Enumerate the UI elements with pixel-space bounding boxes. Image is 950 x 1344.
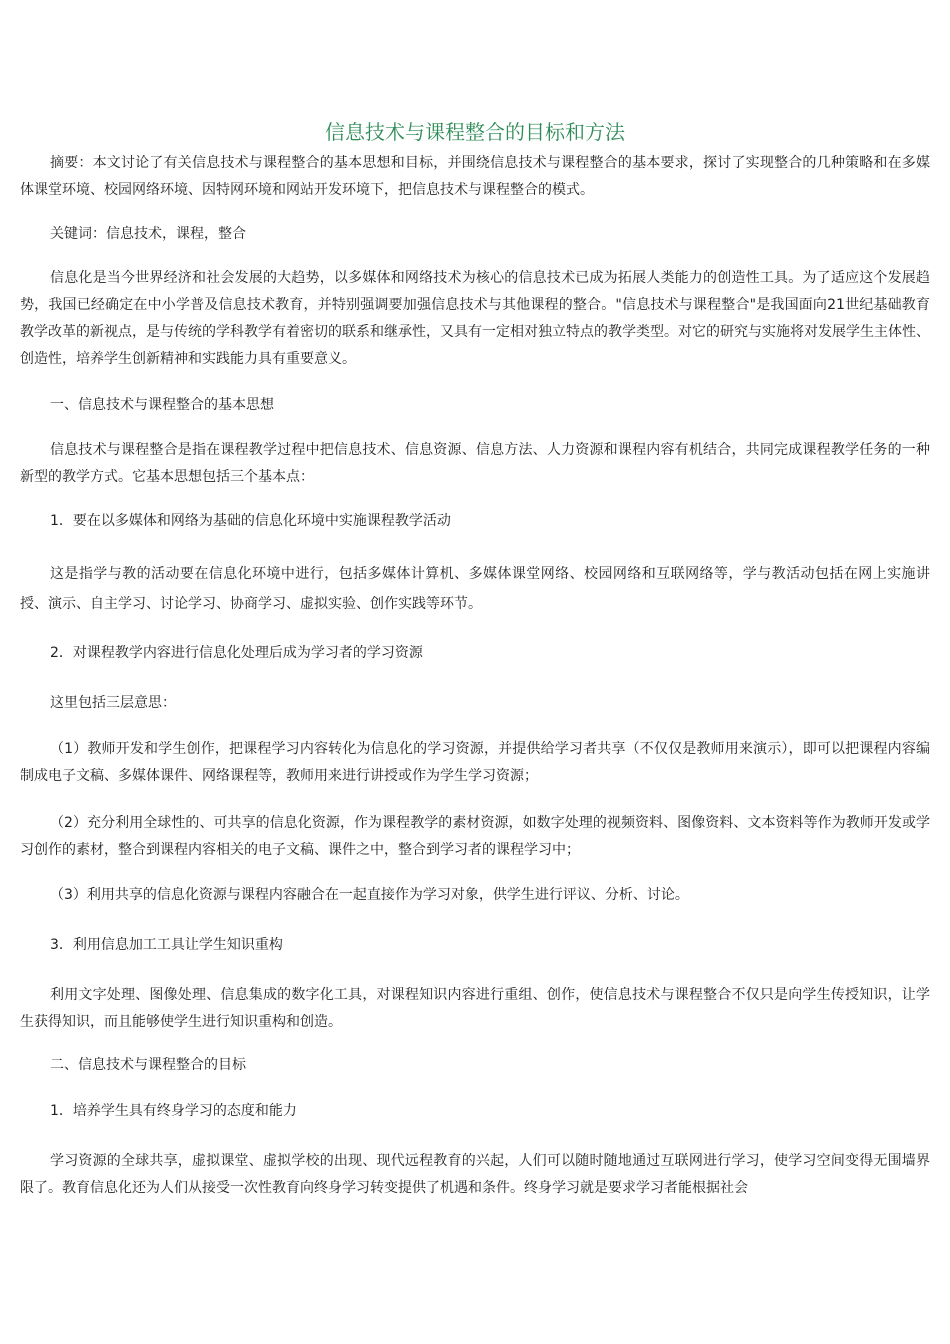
subsection-heading: 1．培养学生具有终身学习的态度和能力	[50, 1103, 297, 1119]
body-paragraph: 利用文字处理、图像处理、信息集成的数字化工具，对课程知识内容进行重组、创作，使信息技术与课程整合不仅只是向学生传授知识，让学生获得知识，而且能够使学生进行知识重构和创造。	[20, 987, 930, 1030]
document-title: 信息技术与课程整合的目标和方法	[325, 120, 625, 144]
section-heading: 二、信息技术与课程整合的目标	[50, 1057, 246, 1073]
body-paragraph: 学习资源的全球共享，虚拟课堂、虚拟学校的出现、现代远程教育的兴起，人们可以随时随地通过互联网进行学习，使学习空间变得无围墙界限了。教育信息化还为人们从接受一次性教育向终身学习转变提供了机遇和条件。终身学习就是要求学习者能根据社会	[20, 1153, 930, 1196]
body-paragraph: 这里包括三层意思：	[50, 695, 176, 711]
subsection-heading: 3．利用信息加工工具让学生知识重构	[50, 937, 283, 953]
list-item-paragraph: （2）充分利用全球性的、可共享的信息化资源，作为课程教学的素材资源，如数字处理的视频资料、图像资料、文本资料等作为教师开发或学习创作的素材，整合到课程内容相关的电子文稿、课件之中，整合到学习者的课程学习中；	[20, 815, 930, 858]
body-paragraph: 信息化是当今世界经济和社会发展的大趋势，以多媒体和网络技术为核心的信息技术已成为拓展人类能力的创造性工具。为了适应这个发展趋势，我国已经确定在中小学普及信息技术教育，并特别强调要加强信息技术与其他课程的整合。"信息技术与课程整合"是我国面向21世纪基础教育教学改革的新视点，是与传统的学科教学有着密切的联系和继承性，又具有一定相对独立特点的教学类型。对它的研究与实施将对发展学生主体性、创造性，培养学生创新精神和实践能力具有重要意义。	[20, 270, 930, 367]
keywords-paragraph: 关键词：信息技术，课程，整合	[50, 226, 246, 242]
abstract-paragraph: 摘要：本文讨论了有关信息技术与课程整合的基本思想和目标，并围绕信息技术与课程整合的基本要求，探讨了实现整合的几种策略和在多媒体课堂环境、校园网络环境、因特网环境和网站开发环境下，把信息技术与课程整合的模式。	[20, 155, 930, 198]
subsection-heading: 1．要在以多媒体和网络为基础的信息化环境中实施课程教学活动	[50, 513, 451, 529]
section-heading: 一、信息技术与课程整合的基本思想	[50, 397, 274, 413]
list-item-paragraph: （1）教师开发和学生创作，把课程学习内容转化为信息化的学习资源，并提供给学习者共享（不仅仅是教师用来演示），即可以把课程内容编制成电子文稿、多媒体课件、网络课程等，教师用来进行讲授或作为学生学习资源；	[20, 741, 930, 784]
body-paragraph: 这是指学与教的活动要在信息化环境中进行，包括多媒体计算机、多媒体课堂网络、校园网络和互联网络等，学与教活动包括在网上实施讲授、演示、自主学习、讨论学习、协商学习、虚拟实验、创作实践等环节。	[20, 566, 930, 612]
subsection-heading: 2．对课程教学内容进行信息化处理后成为学习者的学习资源	[50, 645, 423, 661]
body-paragraph: 信息技术与课程整合是指在课程教学过程中把信息技术、信息资源、信息方法、人力资源和课程内容有机结合，共同完成课程教学任务的一种新型的教学方式。它基本思想包括三个基本点：	[20, 442, 930, 485]
list-item-paragraph: （3）利用共享的信息化资源与课程内容融合在一起直接作为学习对象，供学生进行评议、分析、讨论。	[50, 887, 689, 903]
